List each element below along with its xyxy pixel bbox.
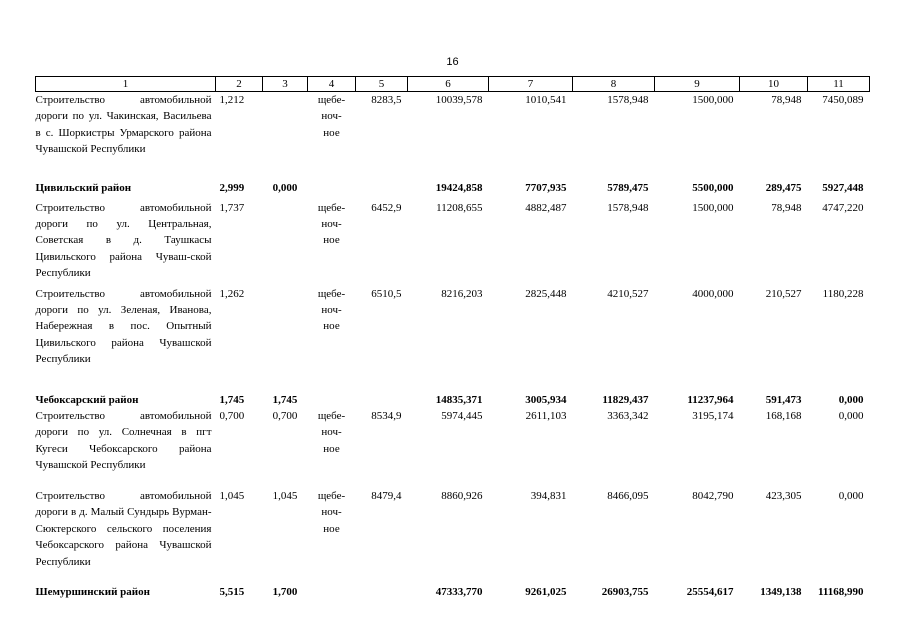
table-row	[36, 488, 870, 584]
surface-type-cell	[308, 180, 356, 200]
page-number: 16	[446, 56, 459, 68]
value-cell: 47333,770	[435, 585, 483, 598]
length-cell: 2,999	[219, 181, 245, 194]
value-cell: 1578,948	[607, 201, 649, 214]
value-cell: 1500,000	[692, 201, 734, 214]
value-cell: 11829,437	[602, 393, 649, 406]
value-cell: 5789,475	[607, 181, 649, 194]
value-cell: 1578,948	[607, 94, 649, 106]
surface-type-cell	[308, 584, 356, 600]
value-cell: 11237,964	[687, 393, 734, 406]
unit-cost-cell: 8283,5	[371, 94, 402, 106]
table-row	[36, 408, 870, 488]
length-cell: 5,515	[219, 585, 245, 598]
surface-type-cell: щебе-ноч-ное	[317, 94, 346, 139]
value-cell: 9261,025	[525, 585, 567, 598]
length-cell: 1,045	[219, 489, 245, 502]
value-cell: 4747,220	[822, 201, 864, 214]
column-header: 5	[356, 77, 408, 92]
length-2-cell	[263, 92, 308, 180]
length-cell: 1,212	[219, 94, 245, 106]
value-cell: 7450,089	[822, 94, 864, 106]
value-cell: 0,000	[838, 489, 864, 502]
project-name: Строительство автомобильной дороги по ул. Зеленая, Иванова, Набережная в пос. Опытный Цивильского района Чувашской Республики	[35, 287, 212, 366]
column-header: 8	[573, 77, 655, 92]
value-cell: 19424,858	[435, 181, 483, 194]
value-cell: 2825,448	[525, 287, 567, 300]
value-cell: 168,168	[765, 409, 802, 422]
value-cell: 1349,138	[760, 585, 802, 598]
surface-type-cell: щебе-ноч-ное	[317, 201, 346, 247]
unit-cost-cell: 6452,9	[371, 201, 402, 214]
length-2-cell: 0,700	[272, 409, 298, 422]
value-cell: 0,000	[838, 393, 864, 406]
unit-cost-cell	[356, 584, 408, 600]
value-cell: 1010,541	[525, 94, 567, 106]
column-header: 3	[263, 77, 308, 92]
value-cell: 11168,990	[817, 585, 864, 598]
surface-type-cell: щебе-ноч-ное	[317, 489, 346, 535]
value-cell: 1180,228	[822, 287, 864, 300]
length-cell: 1,262	[219, 287, 245, 300]
column-header: 10	[740, 77, 808, 92]
value-cell: 3363,342	[607, 409, 649, 422]
column-header: 9	[655, 77, 740, 92]
value-cell: 3005,934	[525, 393, 567, 406]
value-cell: 2611,103	[525, 409, 567, 422]
value-cell: 5500,000	[692, 181, 734, 194]
table-row	[36, 92, 870, 180]
length-2-cell	[263, 200, 308, 286]
district-name: Шемуршинский район	[35, 585, 150, 598]
district-row	[36, 584, 870, 600]
road-construction-table	[35, 76, 870, 600]
unit-cost-cell	[356, 180, 408, 200]
value-cell: 394,831	[530, 489, 567, 502]
length-2-cell: 1,045	[272, 489, 298, 502]
column-header: 1	[36, 77, 216, 92]
value-cell: 210,527	[765, 287, 802, 300]
unit-cost-cell	[356, 392, 408, 408]
value-cell: 14835,371	[435, 393, 483, 406]
surface-type-cell: щебе-ноч-ное	[317, 409, 346, 455]
value-cell: 8216,203	[441, 287, 483, 300]
value-cell: 3195,174	[692, 409, 734, 422]
district-name: Цивильский район	[35, 181, 132, 194]
value-cell: 8466,095	[607, 489, 649, 502]
unit-cost-cell: 6510,5	[371, 287, 402, 300]
value-cell: 4882,487	[525, 201, 567, 214]
value-cell: 1500,000	[692, 94, 734, 106]
length-cell: 1,745	[219, 393, 245, 406]
column-header: 7	[489, 77, 573, 92]
project-name: Строительство автомобильной дороги по ул. Центральная, Советская в д. Таушкасы Цивильского района Чуваш-ской Республики	[35, 201, 212, 280]
value-cell: 423,305	[765, 489, 802, 502]
length-2-cell: 1,745	[272, 393, 298, 406]
length-2-cell: 1,700	[272, 585, 298, 598]
value-cell: 0,000	[838, 409, 864, 422]
district-row	[36, 392, 870, 408]
district-name: Чебоксарский район	[35, 393, 139, 406]
surface-type-cell: щебе-ноч-ное	[317, 287, 346, 333]
value-cell: 10039,578	[435, 94, 483, 106]
column-header: 2	[216, 77, 263, 92]
length-cell: 1,737	[219, 201, 245, 214]
project-name: Строительство автомобильной дороги по ул. Солнечная в пгт Кугеси Чебоксарского района Чувашской Республики	[35, 409, 212, 472]
length-2-cell: 0,000	[272, 181, 298, 194]
value-cell: 8042,790	[692, 489, 734, 502]
project-name: Строительство автомобильной дороги в д. Малый Сундырь Вурман-Сюктерского сельского поселения Чебоксарского района Чувашской Республики	[35, 489, 212, 568]
value-cell: 7707,935	[525, 181, 567, 194]
value-cell: 289,475	[765, 181, 802, 194]
column-header: 11	[808, 77, 870, 92]
value-cell: 591,473	[765, 393, 802, 406]
table-row	[36, 200, 870, 286]
value-cell: 5927,448	[822, 181, 864, 194]
value-cell: 11208,655	[436, 201, 483, 214]
surface-type-cell	[308, 392, 356, 408]
table-row	[36, 286, 870, 392]
value-cell: 4000,000	[692, 287, 734, 300]
value-cell: 26903,755	[601, 585, 649, 598]
column-header: 6	[408, 77, 489, 92]
value-cell: 78,948	[771, 201, 802, 214]
value-cell: 78,948	[771, 94, 802, 106]
value-cell: 5974,445	[441, 409, 483, 422]
unit-cost-cell: 8534,9	[371, 409, 402, 422]
district-row	[36, 180, 870, 200]
length-cell: 0,700	[219, 409, 245, 422]
value-cell: 4210,527	[607, 287, 649, 300]
project-name: Строительство автомобильной дороги по ул. Чакинская, Васильева в с. Шоркистры Урмарского района Чувашской Республики	[35, 94, 212, 156]
value-cell: 25554,617	[686, 585, 734, 598]
unit-cost-cell: 8479,4	[371, 489, 402, 502]
table-header-row	[36, 77, 870, 92]
value-cell: 8860,926	[441, 489, 483, 502]
length-2-cell	[263, 286, 308, 392]
column-header: 4	[308, 77, 356, 92]
